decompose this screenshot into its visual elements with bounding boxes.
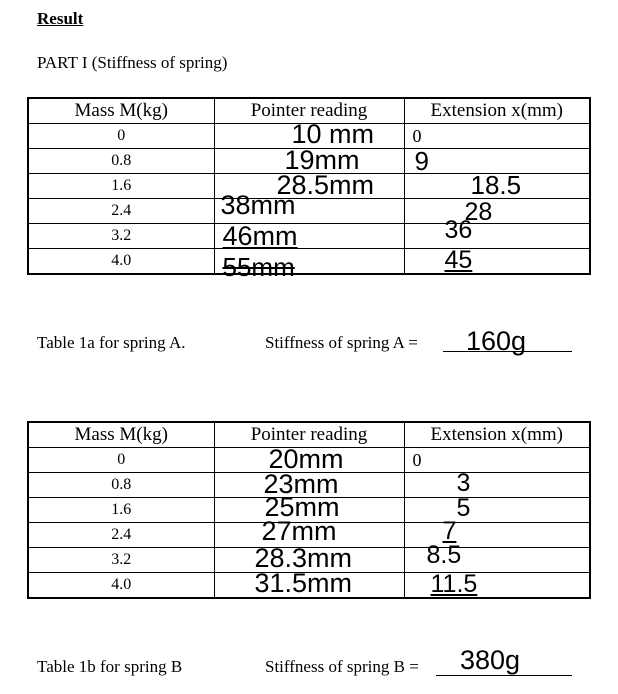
mass-cell: 0 [28,124,214,149]
mass-cell: 4.0 [28,249,214,275]
part-title: PART I (Stiffness of spring) [37,53,228,72]
pointer-value: 20mm [268,444,344,474]
table-row [28,573,590,599]
extension-cell [404,494,590,523]
extension-value: 18.5 [470,170,522,200]
extension-cell [404,570,590,599]
table-b-caption: Table 1b for spring B [37,657,183,676]
extension-value: 45 [444,246,473,274]
pointer-value: 46mm [222,221,298,251]
extension-cell [404,448,590,473]
mass-cell: 0 [28,448,214,473]
mass-cell: 3.2 [28,548,214,573]
stiffness-b-label: Stiffness of spring B = [265,657,419,676]
pointer-value: 55mm [222,252,295,282]
pointer-value: 28.5mm [276,170,375,200]
header-mass: Mass M(kg) [28,422,214,448]
pointer-value: 10 mm [291,119,375,149]
extension-cell [404,541,590,573]
table-spring-b [27,421,591,599]
pointer-cell [214,221,404,251]
extension-cell [404,469,590,498]
stiffness-b-value: 380g [460,645,521,675]
table-row [28,174,590,199]
extension-cell [404,199,590,224]
table-spring-a [27,97,591,282]
pointer-value: 19mm [284,145,360,175]
header-mass: Mass M(kg) [28,98,214,124]
table-a-caption: Table 1a for spring A. [37,333,186,352]
table-row [28,224,590,249]
stiffness-a-value: 160g [466,326,527,356]
mass-cell: 1.6 [28,174,214,199]
header-extension: Extension x(mm) [404,98,590,124]
pointer-value: 23mm [263,469,339,499]
pointer-cell [214,568,404,599]
stiffness-a-label: Stiffness of spring A = [265,333,418,352]
mass-cell: 0.8 [28,473,214,498]
extension-value: 36 [444,216,473,244]
extension-cell [404,246,590,275]
extension-value: 28 [464,198,493,226]
header-pointer: Pointer reading [214,422,404,448]
extension-value: 0 [412,126,422,146]
extension-cell [404,216,590,249]
extension-cell [404,170,590,200]
extension-value: 8.5 [426,541,462,569]
table-row [28,249,590,275]
pointer-cell [214,249,404,282]
pointer-value: 27mm [261,516,337,546]
mass-cell: 2.4 [28,523,214,548]
pointer-value: 25mm [264,492,340,522]
result-heading: Result [37,9,84,28]
extension-value: 11.5 [430,570,478,598]
extension-cell [404,124,590,149]
pointer-cell [214,190,404,224]
mass-cell: 2.4 [28,199,214,224]
mass-cell: 1.6 [28,498,214,523]
mass-cell: 4.0 [28,573,214,599]
header-extension: Extension x(mm) [404,422,590,448]
extension-value: 0 [412,450,422,470]
header-pointer: Pointer reading [214,98,404,124]
pointer-value: 38mm [220,190,296,220]
mass-cell: 0.8 [28,149,214,174]
pointer-value: 28.3mm [254,543,353,573]
table-row [28,199,590,224]
extension-value: 5 [456,494,471,522]
extension-value: 9 [414,146,429,176]
mass-cell: 3.2 [28,224,214,249]
extension-value: 3 [456,469,471,497]
extension-value: 7 [442,517,457,545]
pointer-value: 31.5mm [254,568,353,598]
